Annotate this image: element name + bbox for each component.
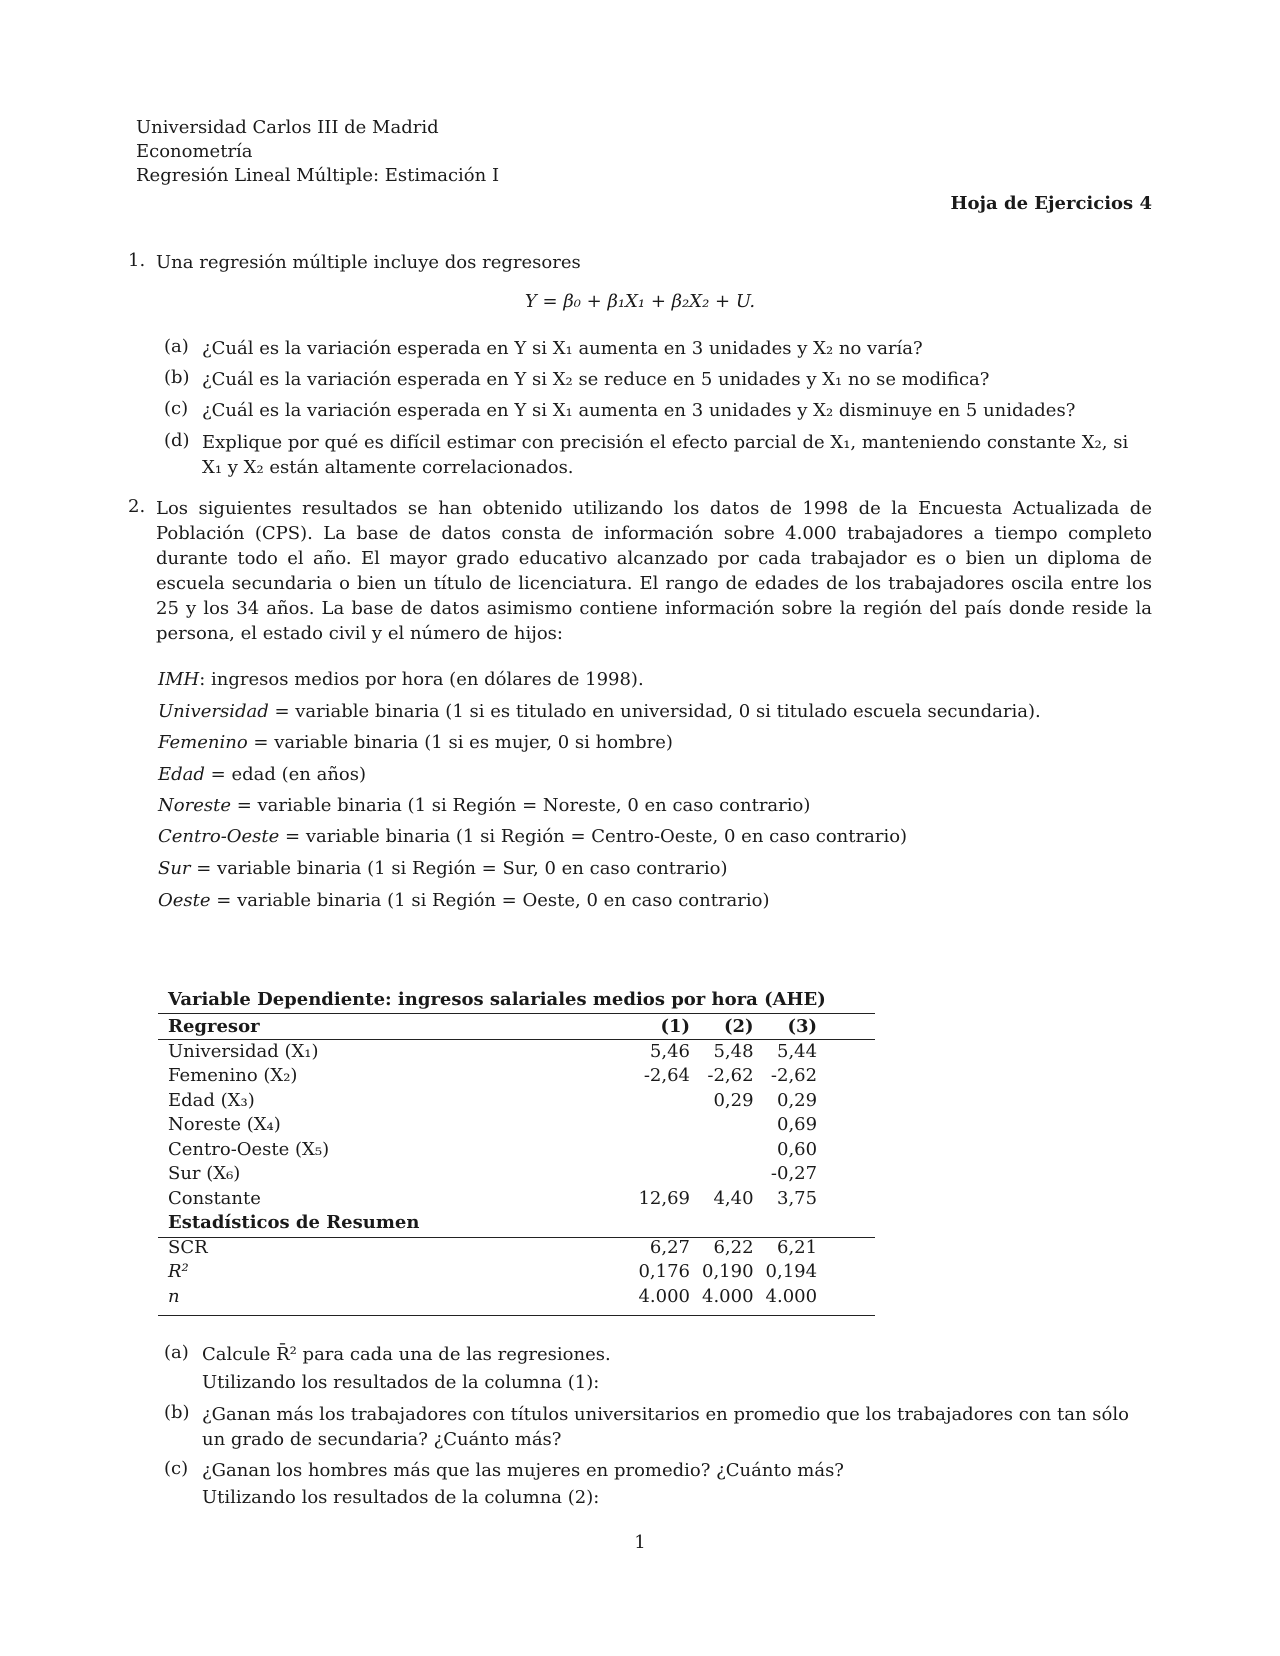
sheet-title: Hoja de Ejercicios 4 bbox=[950, 193, 1152, 214]
table-cell: 4,40 bbox=[713, 1187, 754, 1209]
table-cell: 3,75 bbox=[777, 1187, 818, 1209]
table-cell: 0,194 bbox=[765, 1261, 818, 1283]
var-name: Sur bbox=[158, 858, 191, 879]
table-summary-title: Estadísticos de Resumen bbox=[168, 1212, 420, 1234]
table-summary-header-row bbox=[158, 1211, 823, 1236]
q2-intro: Los siguientes resultados se han obtenido utilizando los datos de 1998 de la Encuesta Actualizada de Población (CPS). La base de datos consta de información sobre 4.000 trabajadores a tiempo completo durante todo el año. El mayor grado educativo alcanzado por cada trabajador es o bien un diploma de escuela secundaria o bien un título de licenciatura. El rango de edades de los trabajadores oscila entre los 25 y los 34 años. La base de datos asimismo contiene información sobre la región del país donde reside la persona, el estado civil y el número de hijos: bbox=[156, 498, 1152, 644]
table-cell: 0,29 bbox=[713, 1089, 754, 1111]
table-cell: 6,22 bbox=[713, 1236, 754, 1258]
vardef-imh bbox=[158, 669, 644, 690]
q2-item-b-text: ¿Ganan más los trabajadores con títulos universitarios en promedio que los trabajadores con tan sólo un grado de secundaria? ¿Cuánto más? bbox=[202, 1404, 1129, 1450]
q2-number: 2. bbox=[128, 496, 146, 517]
table-cell: Universidad (X₁) bbox=[168, 1040, 319, 1062]
topic-name: Regresión Lineal Múltiple: Estimación I bbox=[136, 165, 500, 186]
table-cell: 0,29 bbox=[777, 1089, 818, 1111]
table-cell: 0,60 bbox=[777, 1138, 818, 1160]
table-header-row bbox=[158, 1015, 823, 1040]
q1-item-c-label: (c) bbox=[164, 398, 189, 419]
table-cell: 0,176 bbox=[638, 1261, 690, 1283]
q1-item-b-text: ¿Cuál es la variación esperada en Y si X₂ se reduce en 5 unidades y X₁ no se modifica? bbox=[202, 369, 990, 390]
table-row bbox=[158, 1089, 823, 1114]
var-name: Universidad bbox=[158, 701, 269, 722]
table-row bbox=[158, 1162, 823, 1187]
table-rule-top bbox=[158, 1013, 875, 1014]
q2-item-c-note: Utilizando los resultados de la columna (2): bbox=[202, 1487, 600, 1508]
table-row bbox=[158, 1187, 823, 1212]
table-cell: Femenino (X₂) bbox=[168, 1065, 298, 1087]
q1-intro: Una regresión múltiple incluye dos regresores bbox=[156, 252, 581, 273]
table-row bbox=[158, 1138, 823, 1163]
var-desc: = edad (en años) bbox=[204, 764, 367, 785]
vardef-sur bbox=[158, 858, 728, 879]
table-cell: Constante bbox=[168, 1187, 261, 1209]
q1-item-a-label: (a) bbox=[164, 336, 189, 357]
q2-item-c-text: ¿Ganan los hombres más que las mujeres en promedio? ¿Cuánto más? bbox=[202, 1460, 844, 1481]
var-name: IMH bbox=[158, 669, 200, 690]
q1-item-d-text: Explique por qué es difícil estimar con precisión el efecto parcial de X₁, manteniendo constante X₂, si X₁ y X₂ están altamente correlacionados. bbox=[202, 432, 1129, 478]
table-row bbox=[158, 1040, 823, 1065]
vardef-universidad bbox=[158, 701, 1041, 722]
vardef-centro-oeste bbox=[158, 826, 907, 847]
table-cell bbox=[624, 1113, 696, 1138]
var-desc: = variable binaria (1 si es mujer, 0 si hombre) bbox=[247, 732, 673, 753]
table-cell: 6,27 bbox=[649, 1236, 690, 1258]
table-cell: Centro-Oeste (X₅) bbox=[168, 1138, 330, 1160]
q2-item-a-label: (a) bbox=[164, 1342, 189, 1363]
var-desc: = variable binaria (1 si Región = Centro-Oeste, 0 en caso contrario) bbox=[279, 826, 908, 847]
table-cell bbox=[624, 1162, 696, 1187]
table-row bbox=[158, 1285, 823, 1310]
q1-number: 1. bbox=[128, 250, 146, 271]
table-cell: 6,21 bbox=[777, 1236, 818, 1258]
q1-item-c-text: ¿Cuál es la variación esperada en Y si X₁ aumenta en 3 unidades y X₂ disminuye en 5 unidades? bbox=[202, 400, 1076, 421]
table-cell: 5,44 bbox=[777, 1040, 818, 1062]
table-row bbox=[158, 1236, 823, 1261]
table-header-cell: (2) bbox=[723, 1016, 754, 1038]
table-header-cell: (3) bbox=[787, 1016, 818, 1038]
q1-item-a-text: ¿Cuál es la variación esperada en Y si X₁ aumenta en 3 unidades y X₂ no varía? bbox=[202, 338, 923, 359]
table-row bbox=[158, 1260, 823, 1285]
table-rule-bottom bbox=[158, 1315, 875, 1316]
table-cell: Noreste (X₄) bbox=[168, 1114, 281, 1136]
table-cell: 4.000 bbox=[702, 1285, 754, 1307]
vardef-oeste bbox=[158, 890, 770, 911]
course-name: Econometría bbox=[136, 141, 253, 162]
table-cell: 5,46 bbox=[649, 1040, 690, 1062]
var-name: Femenino bbox=[158, 732, 248, 753]
q2-item-a-text: Calcule R̄² para cada una de las regresiones. bbox=[202, 1344, 611, 1365]
results-table bbox=[158, 1015, 823, 1309]
table-cell: n bbox=[168, 1285, 180, 1307]
var-desc: = variable binaria (1 si Región = Noreste, 0 en caso contrario) bbox=[230, 795, 811, 816]
university-name: Universidad Carlos III de Madrid bbox=[136, 117, 439, 138]
table-header-cell: (1) bbox=[660, 1016, 690, 1038]
table-cell bbox=[696, 1162, 760, 1187]
var-name: Edad bbox=[158, 764, 205, 785]
q1-item-b-label: (b) bbox=[164, 367, 190, 388]
var-desc: : ingresos medios por hora (en dólares de 1998). bbox=[199, 669, 644, 690]
vardef-edad bbox=[158, 764, 366, 785]
table-cell: 5,48 bbox=[713, 1040, 754, 1062]
table-header-cell: Regresor bbox=[168, 1016, 260, 1038]
table-cell bbox=[696, 1138, 760, 1163]
table-cell: Sur (X₆) bbox=[168, 1163, 241, 1185]
q2-item-a-note: Utilizando los resultados de la columna (1): bbox=[202, 1372, 600, 1393]
var-desc: = variable binaria (1 si es titulado en universidad, 0 si titulado escuela secundaria). bbox=[268, 701, 1041, 722]
table-row bbox=[158, 1064, 823, 1089]
q1-equation: Y = β₀ + β₁X₁ + β₂X₂ + U. bbox=[524, 291, 756, 312]
vardef-noreste bbox=[158, 795, 810, 816]
table-cell bbox=[696, 1113, 760, 1138]
table-cell bbox=[624, 1089, 696, 1114]
page-number: 1 bbox=[634, 1532, 646, 1553]
var-name: Noreste bbox=[158, 795, 231, 816]
table-cell: -2,62 bbox=[770, 1065, 818, 1087]
table-cell: 0,190 bbox=[702, 1261, 754, 1283]
vardef-femenino bbox=[158, 732, 673, 753]
table-cell: R² bbox=[168, 1261, 189, 1283]
var-desc: = variable binaria (1 si Región = Oeste, 0 en caso contrario) bbox=[210, 890, 770, 911]
table-cell: -0,27 bbox=[770, 1163, 818, 1185]
table-cell: -2,64 bbox=[643, 1065, 690, 1087]
table-cell: 4.000 bbox=[638, 1285, 690, 1307]
var-desc: = variable binaria (1 si Región = Sur, 0 en caso contrario) bbox=[190, 858, 728, 879]
q2-item-c-label: (c) bbox=[164, 1458, 189, 1479]
q2-item-b-label: (b) bbox=[164, 1402, 190, 1423]
var-name: Oeste bbox=[158, 890, 211, 911]
q1-item-d-label: (d) bbox=[164, 430, 190, 451]
document-header bbox=[136, 116, 499, 188]
table-cell: -2,62 bbox=[707, 1065, 754, 1087]
table-cell: 4.000 bbox=[765, 1285, 818, 1307]
var-name: Centro-Oeste bbox=[158, 826, 280, 847]
table-cell: 0,69 bbox=[777, 1114, 818, 1136]
table-cell: SCR bbox=[168, 1236, 208, 1258]
table-title: Variable Dependiente: ingresos salariales medios por hora (AHE) bbox=[168, 989, 826, 1010]
table-cell: Edad (X₃) bbox=[168, 1089, 255, 1111]
table-cell bbox=[624, 1138, 696, 1163]
table-cell: 12,69 bbox=[638, 1187, 690, 1209]
table-row bbox=[158, 1113, 823, 1138]
